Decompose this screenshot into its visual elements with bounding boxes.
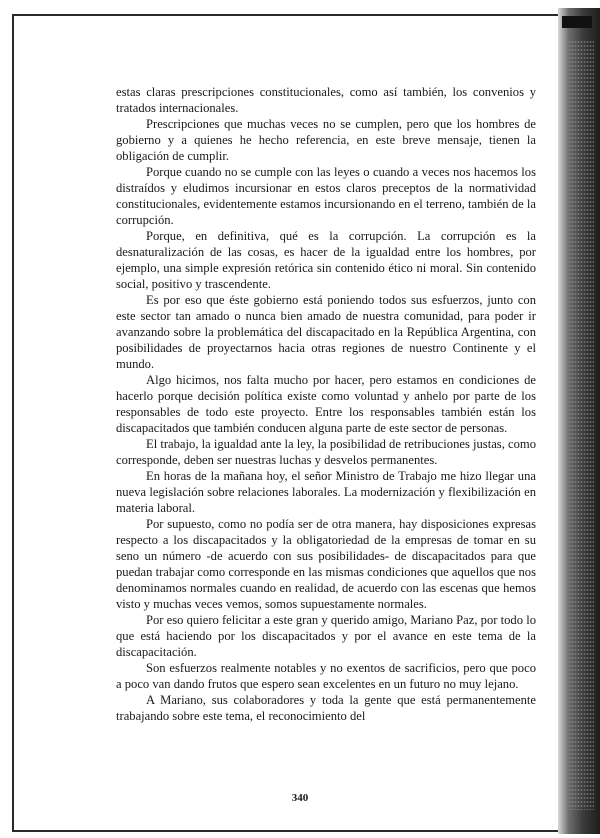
- paragraph: Algo hicimos, nos falta mucho por hacer, pero estamos en condiciones de hacerlo porque decisión política existe como voluntad y anhelo por parte de los responsables de todo este proyecto. Entre los responsables también están los discapacitados que también conducen alguna parte de este sector de personas.: [116, 373, 536, 435]
- paragraph: A Mariano, sus colaboradores y toda la gente que está permanentemente trabajando sobre este tema, el reconocimiento del: [116, 693, 536, 723]
- body-text: [116, 84, 536, 724]
- paragraph-continuation: estas claras prescripciones constitucionales, como así también, los convenios y tratados internacionales.: [116, 85, 536, 115]
- paragraph: Porque, en definitiva, qué es la corrupción. La corrupción es la desnaturalización de las cosas, es hacer de la igualdad entre los hombres, por ejemplo, una simple expresión retórica sin contenido ético ni moral. Sin contenido social, positivo y trascendente.: [116, 229, 536, 291]
- page-number: 340: [291, 792, 309, 804]
- paragraph: Prescripciones que muchas veces no se cumplen, pero que los hombres de gobierno y a quienes he hecho referencia, en este breve mensaje, tienen la obligación de cumplir.: [116, 117, 536, 163]
- paragraph: Son esfuerzos realmente notables y no exentos de sacrificios, pero que poco a poco van dando frutos que espero sean excelentes en un futuro no muy lejano.: [116, 661, 536, 691]
- paragraph: Porque cuando no se cumple con las leyes o cuando a veces nos hacemos los distraídos y eludimos incursionar en estos claros preceptos de la normatividad constitucionales, evidentemente estamos incursionando en el terreno, también de la corrupción.: [116, 165, 536, 227]
- scan-edge-top: [562, 16, 592, 28]
- paragraph: El trabajo, la igualdad ante la ley, la posibilidad de retribuciones justas, como corresponde, deben ser nuestras luchas y desvelos permanentes.: [116, 437, 536, 467]
- scan-edge-texture: [568, 40, 594, 810]
- paragraph: Por eso quiero felicitar a este gran y querido amigo, Mariano Paz, por todo lo que está haciendo por los discapacitados y por el avance en este tema de la discapacitación.: [116, 613, 536, 659]
- paragraph: Es por eso que éste gobierno está poniendo todos sus esfuerzos, junto con este sector tan amado o nunca bien amado de nuestra comunidad, para poder ir avanzando sobre la problemática del discapacitado en la República Argentina, con posibilidades de proyectarnos hacia otras regiones de nuestro Continente y el mundo.: [116, 293, 536, 371]
- paragraph: En horas de la mañana hoy, el señor Ministro de Trabajo me hizo llegar una nueva legislación sobre relaciones laborales. La modernización y flexibilización en materia laboral.: [116, 469, 536, 515]
- paragraph: Por supuesto, como no podía ser de otra manera, hay disposiciones expresas respecto a los discapacitados y la obligatoriedad de la empresas de tomar en su seno un número -de acuerdo con sus posibilidades- de discapacitados para que puedan trabajar como corresponde en las mismas condiciones que aquellos que nos denominamos normales cuando en realidad, de acuerdo con las escenas que hemos visto y muchas veces vemos, somos supuestamente normales.: [116, 517, 536, 611]
